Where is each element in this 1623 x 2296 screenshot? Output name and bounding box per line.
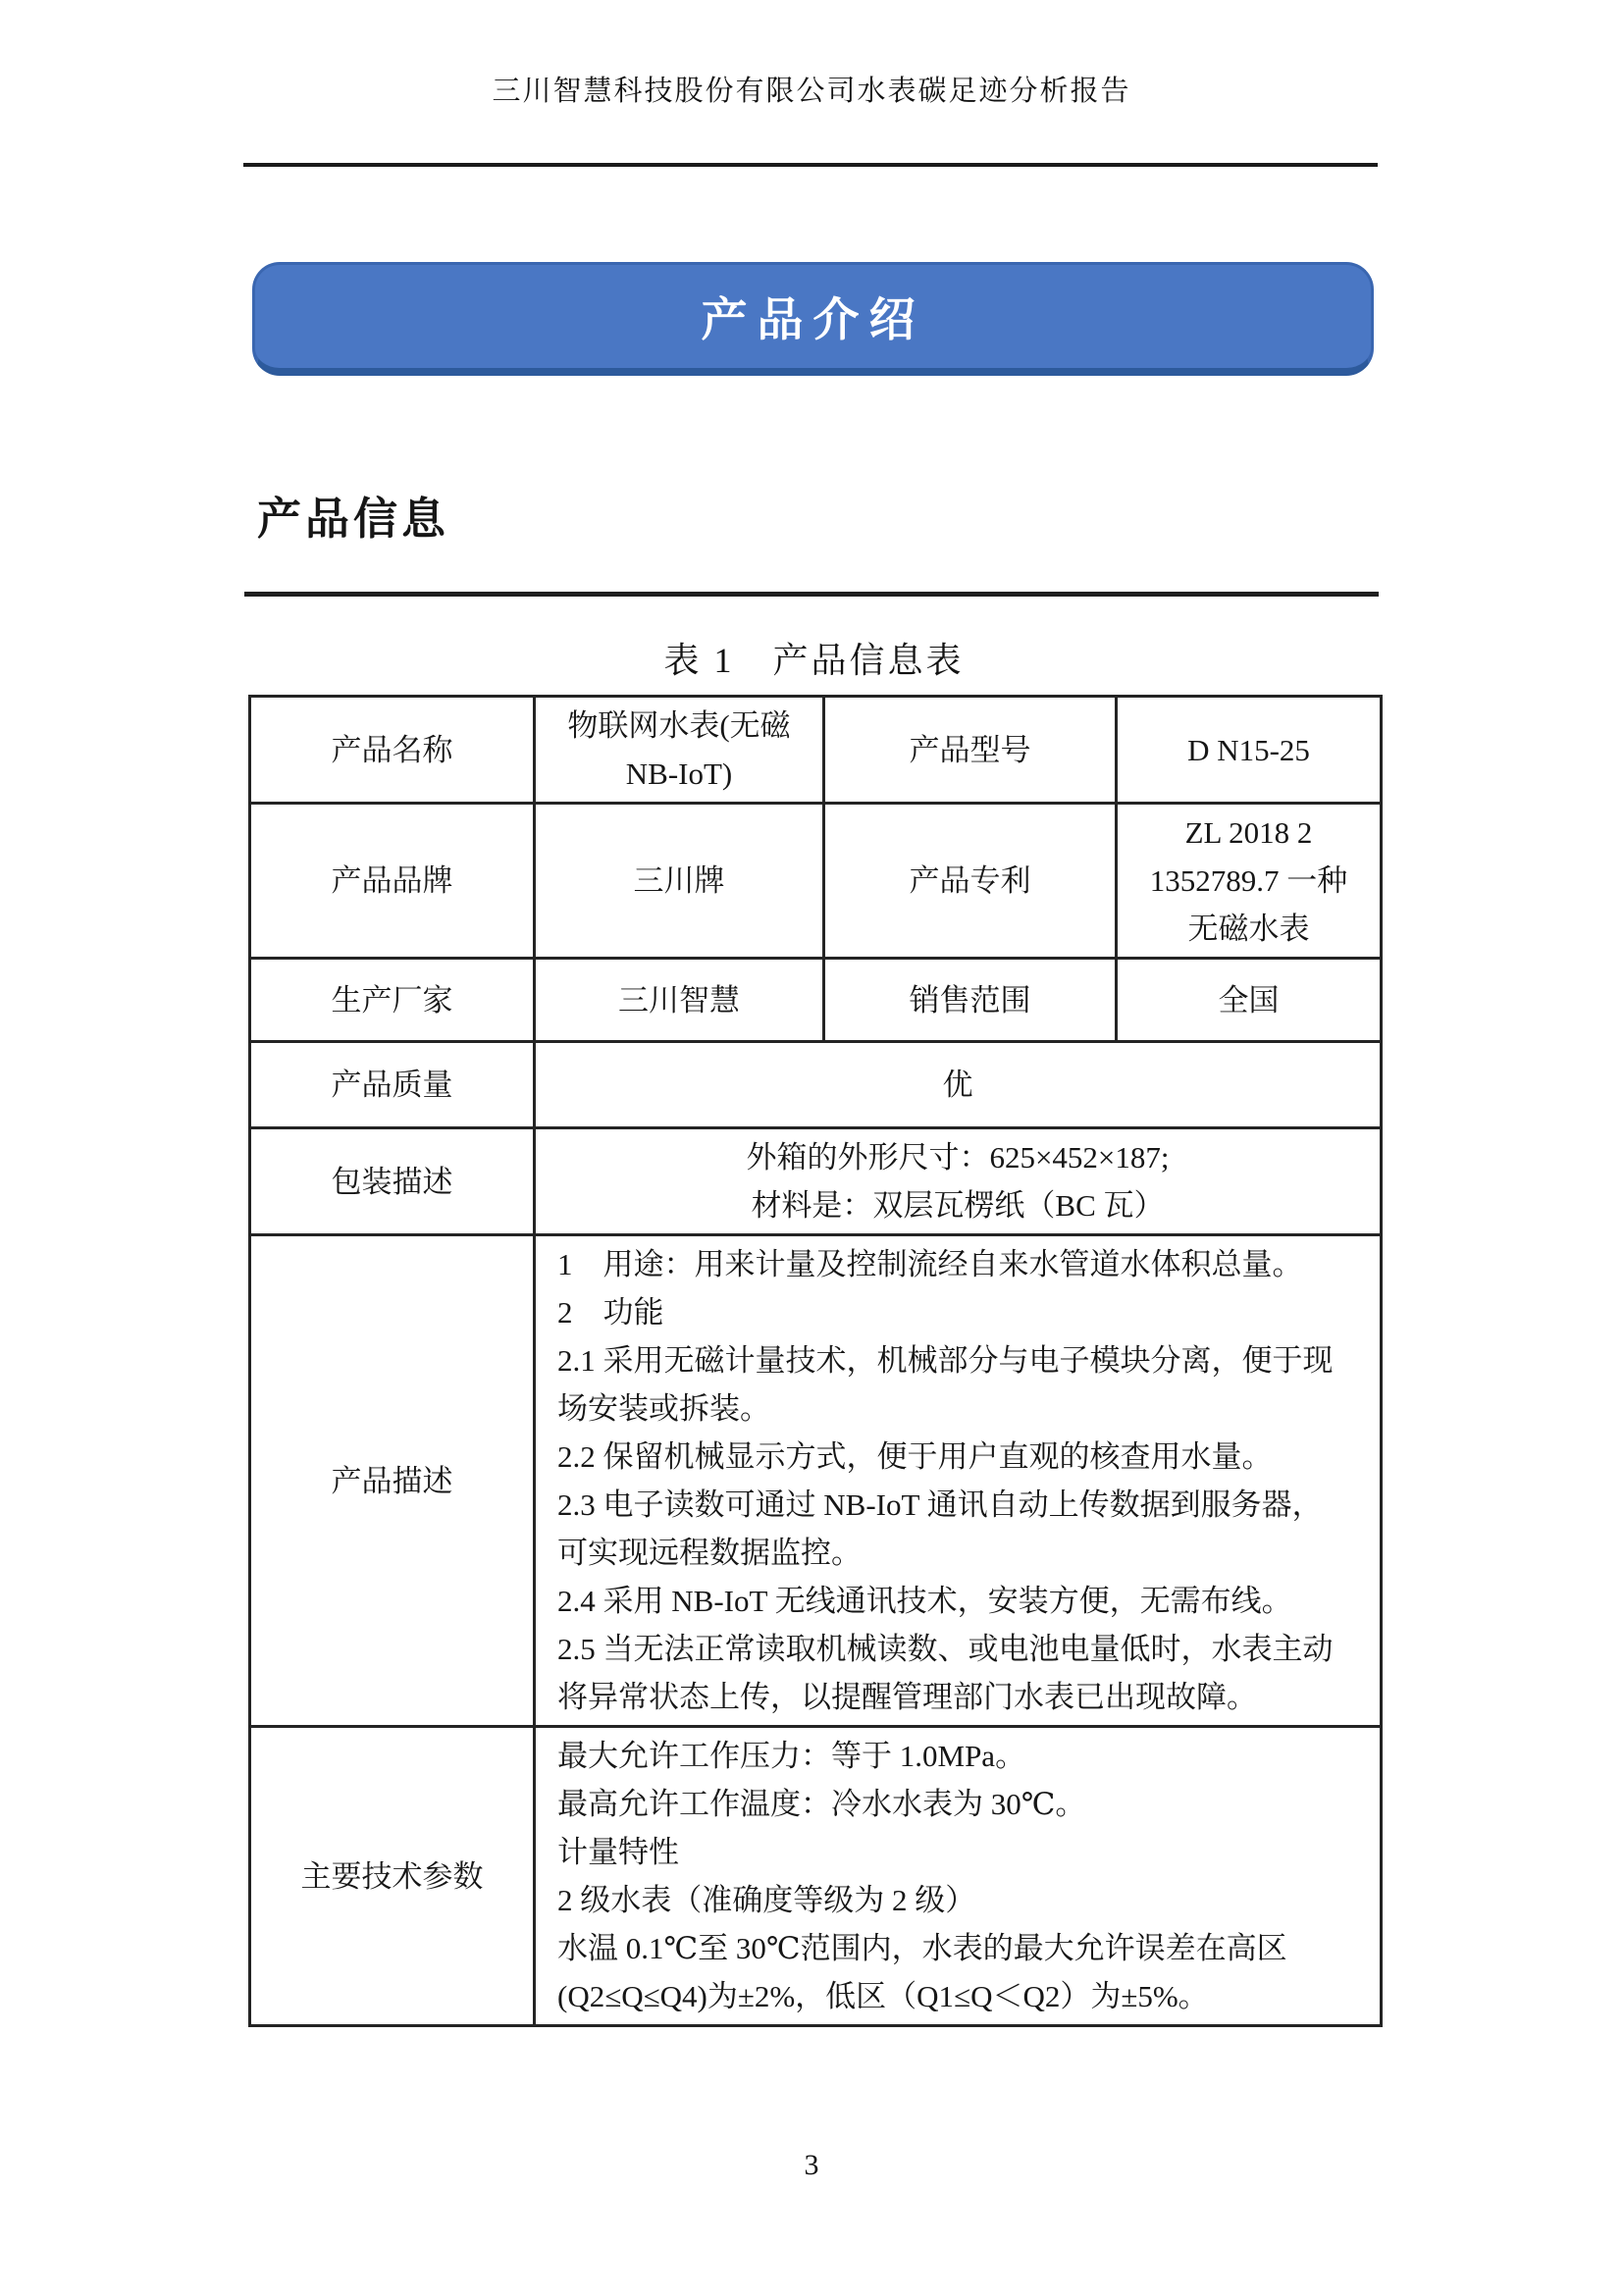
table-caption: 表 1 产品信息表 (663, 641, 965, 680)
cell-line: 外箱的外形尺寸：625×452×187; (746, 1140, 1170, 1174)
cell-technical-parameters-value (535, 1727, 1382, 2026)
cell-product-brand-label: 产品品牌 (250, 804, 535, 959)
cell-line: 2.2 保留机械显示方式，便于用户直观的核查用水量。 (557, 1439, 1273, 1474)
cell-line: 2.3 电子读数可通过 NB-IoT 通讯自动上传数据到服务器， (557, 1487, 1323, 1522)
cell-technical-parameters-label: 主要技术参数 (250, 1727, 535, 2026)
table-row-product-name (250, 697, 1382, 804)
cell-sales-scope-value: 全国 (1117, 959, 1382, 1042)
section-heading-rule (244, 592, 1379, 597)
cell-line: 物联网水表(无磁 (567, 708, 791, 743)
cell-line: 2.4 采用 NB-IoT 无线通讯技术，安装方便，无需布线。 (557, 1584, 1292, 1618)
cell-line: 材料是：双层瓦楞纸（BC 瓦） (751, 1188, 1165, 1223)
cell-line: NB-IoT) (625, 757, 733, 791)
table-row-product-description (250, 1235, 1382, 1727)
cell-line: 无磁水表 (1187, 912, 1310, 946)
cell-line: (Q2≤Q≤Q4)为±2%，低区（Q1≤Q＜Q2）为±5%。 (557, 1979, 1209, 2013)
cell-manufacturer-value: 三川智慧 (535, 959, 824, 1042)
table-row-manufacturer (250, 959, 1382, 1042)
table-row-packaging (250, 1128, 1382, 1235)
cell-product-patent-value (1117, 804, 1382, 959)
table-row-product-quality (250, 1042, 1382, 1128)
chapter-banner-title: 产品介绍 (701, 293, 925, 345)
cell-line: 1 用途：用来计量及控制流经自来水管道水体积总量。 (557, 1247, 1303, 1281)
cell-line: ZL 2018 2 (1184, 815, 1313, 850)
page-number: 3 (804, 2149, 819, 2181)
cell-line: 2 功能 (557, 1295, 664, 1330)
header-rule (243, 163, 1378, 167)
section-heading: 产品信息 (257, 494, 450, 544)
cell-product-name-value (535, 697, 824, 804)
cell-line: 可实现远程数据监控。 (557, 1536, 862, 1570)
cell-product-description-label: 产品描述 (250, 1235, 535, 1727)
cell-line: 最大允许工作压力：等于 1.0MPa。 (557, 1739, 1026, 1773)
cell-line: 水温 0.1℃至 30℃范围内，水表的最大允许误差在高区 (557, 1931, 1287, 1965)
cell-product-name-label: 产品名称 (250, 697, 535, 804)
cell-line: 2.5 当无法正常读取机械读数、或电池电量低时，水表主动 (557, 1632, 1334, 1666)
cell-product-model-label: 产品型号 (824, 697, 1117, 804)
cell-line: 场安装或拆装。 (557, 1391, 770, 1426)
cell-product-brand-value: 三川牌 (535, 804, 824, 959)
cell-packaging-value (535, 1128, 1382, 1235)
cell-product-patent-label: 产品专利 (824, 804, 1117, 959)
cell-line: 计量特性 (557, 1835, 679, 1869)
cell-product-model-value: D N15-25 (1117, 697, 1382, 804)
cell-line: 2.1 采用无磁计量技术，机械部分与电子模块分离，便于现 (557, 1343, 1334, 1378)
table-row-technical-parameters (250, 1727, 1382, 2026)
cell-sales-scope-label: 销售范围 (824, 959, 1117, 1042)
cell-product-description-value (535, 1235, 1382, 1727)
product-info-table (248, 695, 1383, 2027)
cell-line: 将异常状态上传，以提醒管理部门水表已出现故障。 (557, 1680, 1257, 1714)
chapter-banner (252, 262, 1374, 376)
cell-line: 1352789.7 一种 (1149, 863, 1348, 898)
cell-product-quality-value: 优 (535, 1042, 1382, 1128)
cell-line: 最高允许工作温度：冷水水表为 30℃。 (557, 1787, 1086, 1821)
table-row-product-brand (250, 804, 1382, 959)
cell-line: 2 级水表（准确度等级为 2 级） (557, 1883, 976, 1917)
cell-manufacturer-label: 生产厂家 (250, 959, 535, 1042)
cell-product-quality-label: 产品质量 (250, 1042, 535, 1128)
report-header-title: 三川智慧科技股份有限公司水表碳足迹分析报告 (492, 76, 1131, 107)
cell-packaging-label: 包装描述 (250, 1128, 535, 1235)
